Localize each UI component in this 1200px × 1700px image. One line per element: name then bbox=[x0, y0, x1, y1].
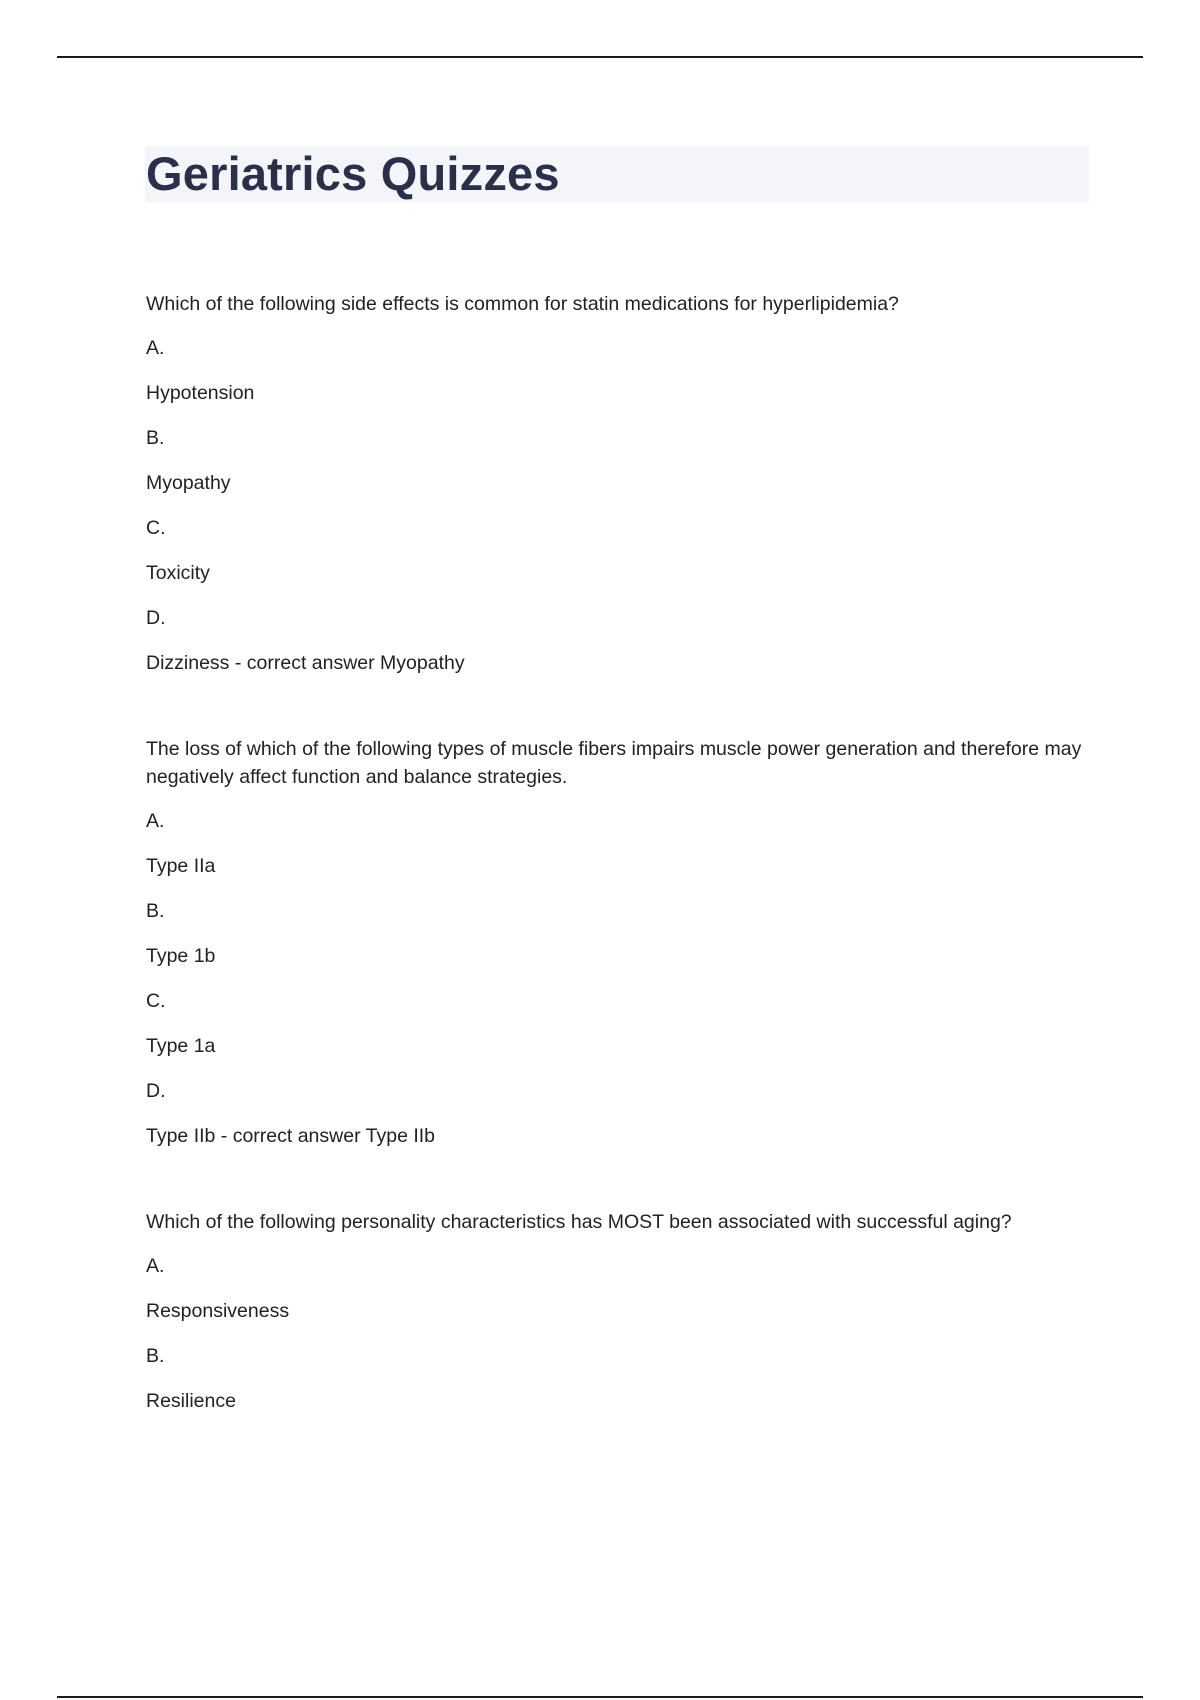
footer-rule bbox=[57, 1696, 1143, 1698]
option-text: Toxicity bbox=[146, 562, 210, 584]
question-block-1 bbox=[146, 290, 1096, 677]
option-letter: B. bbox=[146, 1345, 165, 1367]
option-letter: D. bbox=[146, 1080, 166, 1102]
option-text: Responsiveness bbox=[146, 1300, 290, 1322]
option-text: Type 1a bbox=[146, 1035, 216, 1057]
page-title: Geriatrics Quizzes bbox=[146, 147, 560, 200]
option-letter: A. bbox=[146, 1255, 165, 1277]
option-text: Type 1b bbox=[146, 945, 216, 967]
option-text: Myopathy bbox=[146, 472, 231, 494]
option-letter: B. bbox=[146, 900, 165, 922]
quiz-content bbox=[146, 290, 1096, 1432]
option-letter: A. bbox=[146, 337, 165, 359]
option-letter: A. bbox=[146, 810, 165, 832]
question-text: The loss of which of the following types of muscle fibers impairs muscle power generation and therefore may negatively affect function and balance strategies. bbox=[146, 738, 1082, 788]
option-text-with-answer: Dizziness - correct answer Myopathy bbox=[146, 652, 465, 674]
question-block-3 bbox=[146, 1208, 1096, 1415]
option-text-with-answer: Type IIb - correct answer Type IIb bbox=[146, 1125, 436, 1147]
option-text: Type IIa bbox=[146, 855, 216, 877]
question-block-2 bbox=[146, 735, 1096, 1150]
option-letter: C. bbox=[146, 517, 166, 539]
question-text: Which of the following side effects is common for statin medications for hyperlipidemia? bbox=[146, 293, 899, 315]
option-text: Resilience bbox=[146, 1390, 236, 1412]
option-letter: D. bbox=[146, 607, 166, 629]
option-letter: C. bbox=[146, 990, 166, 1012]
question-text: Which of the following personality characteristics has MOST been associated with successful aging? bbox=[146, 1211, 1012, 1233]
option-letter: B. bbox=[146, 427, 165, 449]
option-text: Hypotension bbox=[146, 382, 255, 404]
header-rule bbox=[57, 56, 1143, 58]
